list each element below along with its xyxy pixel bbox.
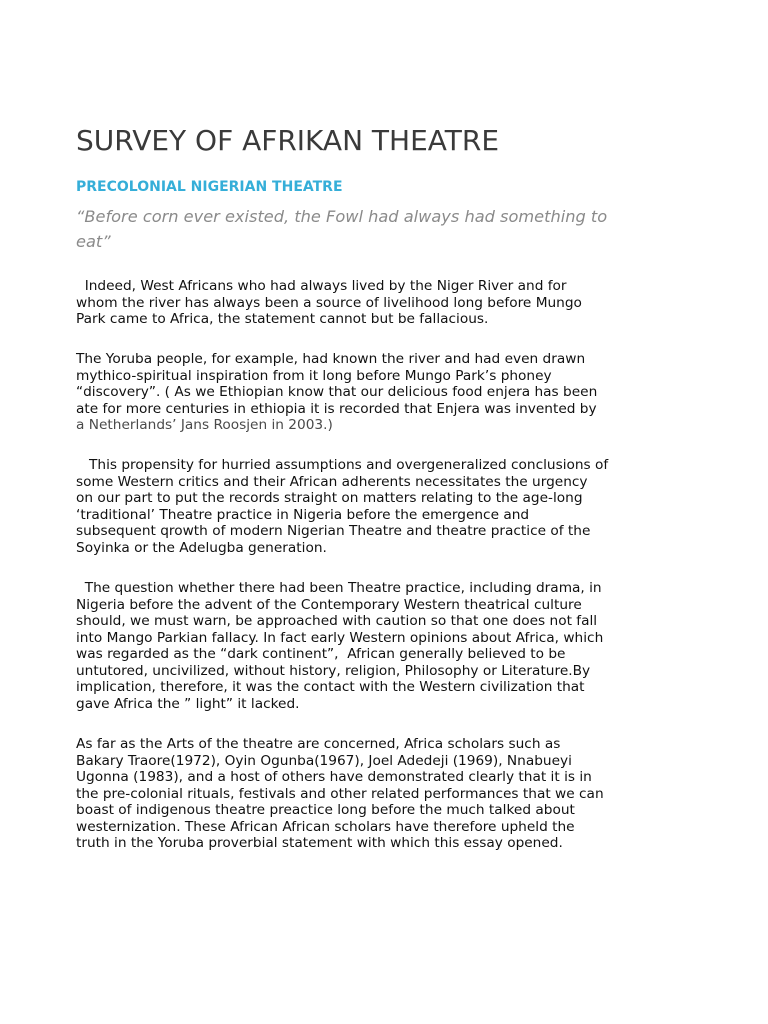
paragraph-line: should, we must warn, be approached with caution so that one does not fall	[76, 613, 598, 629]
paragraph-line: into Mango Parkian fallacy. In fact early Western opinions about Africa, which	[76, 629, 604, 646]
paragraph-line: Park came to Africa, the statement cannot but be fallacious.	[76, 311, 489, 327]
paragraph-line: “discovery”. ( As we Ethiopian know that our delicious food enjera has been	[76, 384, 598, 400]
paragraph-line: The Yoruba people, for example, had known the river and had even drawn	[76, 351, 586, 367]
paragraph-line: untutored, uncivilized, without history, religion, Philosophy or Literature.By	[76, 662, 591, 679]
paragraph-line: ate for more centuries in ethiopia it is recorded that Enjera was invented by	[76, 400, 597, 417]
paragraph-line: Ugonna (1983), and a host of others have demonstrated clearly that it is in	[76, 769, 592, 785]
paragraph-line: Nigeria before the advent of the Contemporary Western theatrical culture	[76, 596, 582, 613]
paragraph-2	[76, 351, 597, 434]
paragraph-line: mythico-spiritual inspiration from it long before Mungo Park’s phoney	[76, 367, 552, 384]
paragraph-line: implication, therefore, it was the contact with the Western civilization that	[76, 679, 585, 695]
paragraph-line: gave Africa the ” light” it lacked.	[76, 695, 300, 712]
paragraph-line: some Western critics and their African adherents necessitates the urgency	[76, 473, 588, 490]
epigraph-quote: “Before corn ever existed, the Fowl had always had something to eat”	[76, 207, 608, 251]
paragraph-line: a Netherlands’ Jans Roosjen in 2003.)	[76, 417, 333, 433]
paragraph-line: Soyinka or the Adelugba generation.	[76, 539, 327, 556]
paragraph-line: ‘traditional’ Theatre practice in Nigeria before the emergence and	[76, 506, 530, 523]
paragraph-line: subsequent qrowth of modern Nigerian Theatre and theatre practice of the	[76, 523, 591, 539]
paragraph-line: truth in the Yoruba proverbial statement with which this essay opened.	[76, 835, 563, 851]
paragraph-line: The question whether there had been Theatre practice, including drama, in	[76, 580, 602, 596]
paragraph-line: whom the river has always been a source of livelihood long before Mungo	[76, 294, 582, 311]
paragraph-line: This propensity for hurried assumptions and overgeneralized conclusions of	[76, 457, 609, 473]
paragraph-5	[76, 736, 604, 852]
paragraph-line: westernization. These African African scholars have therefore upheld the	[76, 818, 575, 835]
paragraph-line: was regarded as the “dark continent”, African generally believed to be	[76, 646, 566, 662]
paragraph-line: the pre-colonial rituals, festivals and other related performances that we can	[76, 785, 604, 802]
document-title: SURVEY OF AFRIKAN THEATRE	[76, 124, 500, 157]
paragraph-line: boast of indigenous theatre preactice long before the much talked about	[76, 802, 575, 818]
paragraph-1	[76, 278, 582, 328]
paragraph-line: Bakary Traore(1972), Oyin Ogunba(1967), Joel Adedeji (1969), Nnabueyi	[76, 752, 572, 769]
section-subtitle: PRECOLONIAL NIGERIAN THEATRE	[76, 179, 343, 195]
paragraph-4	[76, 580, 603, 712]
paragraph-line: As far as the Arts of the theatre are concerned, Africa scholars such as	[76, 736, 561, 752]
paragraph-3	[76, 457, 608, 556]
paragraph-line: Indeed, West Africans who had always lived by the Niger River and for	[76, 278, 567, 294]
paragraph-line: on our part to put the records straight on matters relating to the age-long	[76, 490, 583, 506]
